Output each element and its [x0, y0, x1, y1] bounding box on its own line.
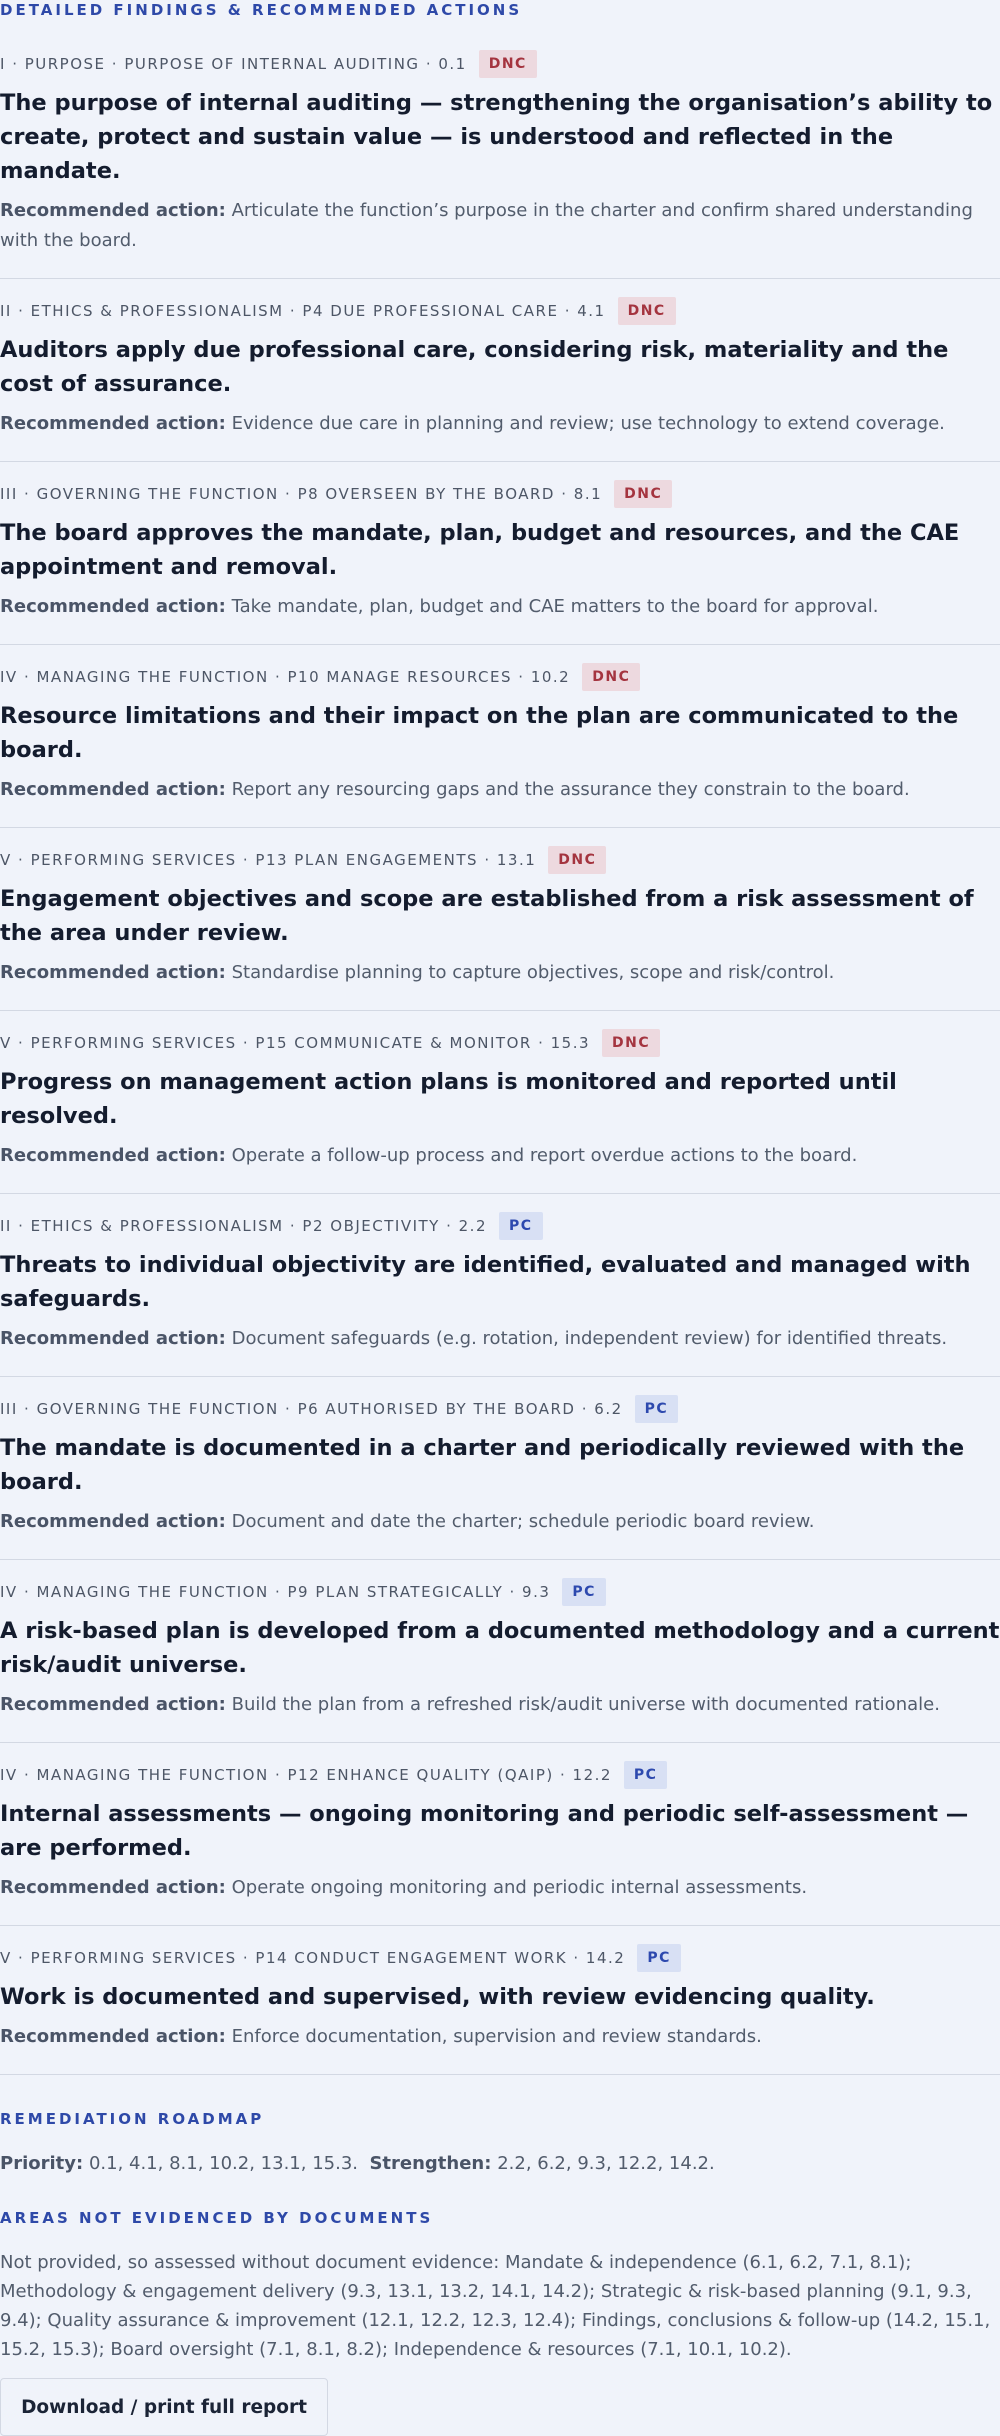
finding-reference: I · PURPOSE · PURPOSE OF INTERNAL AUDITING · 0.1	[0, 55, 467, 73]
recommended-action-label: Recommended action:	[0, 1145, 226, 1166]
recommended-action-label: Recommended action:	[0, 2026, 226, 2047]
recommended-action-label: Recommended action:	[0, 413, 226, 434]
status-badge: DNC	[548, 846, 606, 874]
findings-list	[0, 20, 1000, 2075]
status-badge: DNC	[479, 50, 537, 78]
finding-item	[0, 1926, 1000, 2075]
not-evidenced-section	[0, 2208, 1000, 2364]
recommended-action-text: Articulate the function’s purpose in the charter and confirm shared understanding with the board.	[0, 200, 973, 251]
finding-item	[0, 828, 1000, 1011]
findings-heading: DETAILED FINDINGS & RECOMMENDED ACTIONS	[0, 1, 523, 19]
finding-item	[0, 645, 1000, 828]
finding-meta	[0, 1029, 1000, 1057]
recommended-action	[0, 1873, 1000, 1903]
finding-meta	[0, 297, 1000, 325]
roadmap-text	[0, 2149, 1000, 2178]
download-report-button[interactable]: Download / print full report	[0, 2378, 328, 2436]
finding-statement: Auditors apply due professional care, considering risk, materiality and the cost of assurance.	[0, 337, 949, 397]
finding-meta	[0, 846, 1000, 874]
finding-statement: The board approves the mandate, plan, budget and resources, and the CAE appointment and removal.	[0, 520, 960, 580]
recommended-action-label: Recommended action:	[0, 779, 226, 800]
finding-item	[0, 20, 1000, 279]
status-badge: PC	[635, 1395, 679, 1423]
finding-statement: Threats to individual objectivity are identified, evaluated and managed with safeguards.	[0, 1252, 971, 1312]
not-evidenced-heading: AREAS NOT EVIDENCED BY DOCUMENTS	[0, 2209, 434, 2227]
finding-item	[0, 1743, 1000, 1926]
finding-item	[0, 462, 1000, 645]
finding-reference: III · GOVERNING THE FUNCTION · P8 OVERSEEN BY THE BOARD · 8.1	[0, 485, 603, 503]
status-badge: PC	[562, 1578, 606, 1606]
recommended-action	[0, 1507, 1000, 1537]
finding-statement: Progress on management action plans is monitored and reported until resolved.	[0, 1069, 897, 1129]
status-badge: DNC	[614, 480, 672, 508]
finding-meta	[0, 1395, 1000, 1423]
priority-label: Priority:	[0, 2153, 84, 2174]
finding-reference: IV · MANAGING THE FUNCTION · P10 MANAGE RESOURCES · 10.2	[0, 668, 571, 686]
not-evidenced-text: Not provided, so assessed without document evidence: Mandate & independence (6.1, 6.2, 7.1, 8.1); Methodology & engagement delivery (9.3, 13.1, 13.2, 14.1, 14.2); Strategic & risk-based planning (9.1, 9.3, 9.4); Quality assurance & improvement (12.1, 12.2, 12.3, 12.4); Findings, conclusions & follow-up (14.2, 15.1, 15.2, 15.3); Board oversight (7.1, 8.1, 8.2); Independence & resources (7.1, 10.1, 10.2).	[0, 2252, 991, 2360]
finding-reference: V · PERFORMING SERVICES · P13 PLAN ENGAGEMENTS · 13.1	[0, 851, 537, 869]
recommended-action	[0, 409, 1000, 439]
priority-value: 0.1, 4.1, 8.1, 10.2, 13.1, 15.3.	[88, 2153, 358, 2174]
recommended-action	[0, 592, 1000, 622]
finding-item	[0, 1011, 1000, 1194]
status-badge: PC	[624, 1761, 668, 1789]
recommended-action-label: Recommended action:	[0, 1511, 226, 1532]
recommended-action-text: Take mandate, plan, budget and CAE matters to the board for approval.	[231, 596, 879, 617]
recommended-action-label: Recommended action:	[0, 1694, 226, 1715]
finding-reference: IV · MANAGING THE FUNCTION · P9 PLAN STRATEGICALLY · 9.3	[0, 1583, 551, 1601]
recommended-action-text: Build the plan from a refreshed risk/audit universe with documented rationale.	[231, 1694, 940, 1715]
recommended-action	[0, 196, 1000, 256]
roadmap-heading: REMEDIATION ROADMAP	[0, 2110, 265, 2128]
finding-meta	[0, 663, 1000, 691]
finding-statement: Work is documented and supervised, with review evidencing quality.	[0, 1984, 875, 2010]
finding-reference: IV · MANAGING THE FUNCTION · P12 ENHANCE QUALITY (QAIP) · 12.2	[0, 1766, 612, 1784]
recommended-action	[0, 2022, 1000, 2052]
finding-item	[0, 279, 1000, 462]
finding-meta	[0, 1212, 1000, 1240]
recommended-action-text: Evidence due care in planning and review; use technology to extend coverage.	[231, 413, 945, 434]
recommended-action-text: Report any resourcing gaps and the assurance they constrain to the board.	[231, 779, 910, 800]
recommended-action-label: Recommended action:	[0, 596, 226, 617]
recommended-action-text: Operate a follow-up process and report overdue actions to the board.	[231, 1145, 858, 1166]
finding-item	[0, 1194, 1000, 1377]
recommended-action-text: Document safeguards (e.g. rotation, independent review) for identified threats.	[231, 1328, 948, 1349]
recommended-action-text: Operate ongoing monitoring and periodic internal assessments.	[231, 1877, 808, 1898]
status-badge: PC	[499, 1212, 543, 1240]
finding-reference: II · ETHICS & PROFESSIONALISM · P4 DUE PROFESSIONAL CARE · 4.1	[0, 302, 606, 320]
status-badge: DNC	[602, 1029, 660, 1057]
finding-statement: The purpose of internal auditing — strengthening the organisation’s ability to create, protect and sustain value — is understood and reflected in the mandate.	[0, 90, 993, 184]
finding-statement: Internal assessments — ongoing monitoring and periodic self-assessment — are performed.	[0, 1801, 969, 1861]
strengthen-value: 2.2, 6.2, 9.3, 12.2, 14.2.	[497, 2153, 715, 2174]
strengthen-label: Strengthen:	[369, 2153, 492, 2174]
recommended-action-label: Recommended action:	[0, 1877, 226, 1898]
finding-statement: Engagement objectives and scope are established from a risk assessment of the area under review.	[0, 886, 974, 946]
finding-item	[0, 1560, 1000, 1743]
finding-statement: A risk-based plan is developed from a documented methodology and a current risk/audit universe.	[0, 1618, 1000, 1678]
remediation-roadmap	[0, 2109, 1000, 2178]
status-badge: DNC	[582, 663, 640, 691]
recommended-action	[0, 775, 1000, 805]
recommended-action-label: Recommended action:	[0, 962, 226, 983]
recommended-action-text: Standardise planning to capture objectives, scope and risk/control.	[231, 962, 835, 983]
finding-item	[0, 1377, 1000, 1560]
finding-statement: The mandate is documented in a charter and periodically reviewed with the board.	[0, 1435, 965, 1495]
finding-meta	[0, 1578, 1000, 1606]
finding-reference: V · PERFORMING SERVICES · P15 COMMUNICATE & MONITOR · 15.3	[0, 1034, 591, 1052]
finding-reference: V · PERFORMING SERVICES · P14 CONDUCT ENGAGEMENT WORK · 14.2	[0, 1949, 626, 1967]
recommended-action	[0, 1690, 1000, 1720]
finding-meta	[0, 1761, 1000, 1789]
finding-meta	[0, 1944, 1000, 1972]
recommended-action-label: Recommended action:	[0, 1328, 226, 1349]
status-badge: PC	[637, 1944, 681, 1972]
finding-meta	[0, 50, 1000, 78]
recommended-action	[0, 958, 1000, 988]
recommended-action	[0, 1324, 1000, 1354]
recommended-action-label: Recommended action:	[0, 200, 226, 221]
recommended-action-text: Document and date the charter; schedule periodic board review.	[231, 1511, 815, 1532]
recommended-action-text: Enforce documentation, supervision and review standards.	[231, 2026, 762, 2047]
finding-reference: III · GOVERNING THE FUNCTION · P6 AUTHORISED BY THE BOARD · 6.2	[0, 1400, 623, 1418]
finding-reference: II · ETHICS & PROFESSIONALISM · P2 OBJECTIVITY · 2.2	[0, 1217, 487, 1235]
recommended-action	[0, 1141, 1000, 1171]
finding-statement: Resource limitations and their impact on the plan are communicated to the board.	[0, 703, 959, 763]
status-badge: DNC	[618, 297, 676, 325]
finding-meta	[0, 480, 1000, 508]
